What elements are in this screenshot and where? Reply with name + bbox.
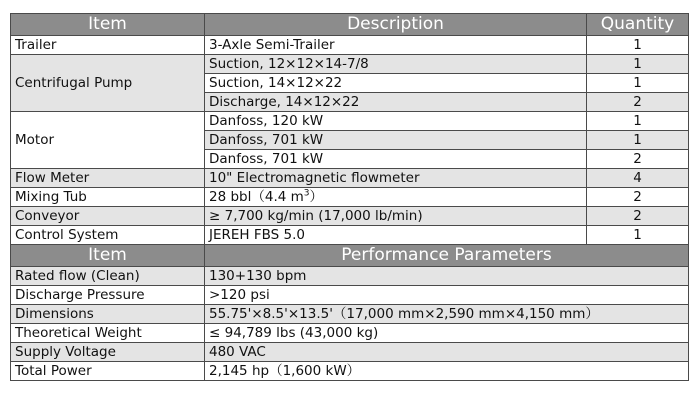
header-item: Item	[11, 245, 205, 267]
header-description: Description	[205, 14, 587, 36]
description-cell: Danfoss, 701 kW	[205, 150, 587, 169]
value-cell: 480 VAC	[205, 343, 689, 362]
value-cell: >120 psi	[205, 286, 689, 305]
description-cell: Danfoss, 120 kW	[205, 112, 587, 131]
table-row	[11, 36, 689, 55]
spec-sheet	[10, 13, 688, 381]
table-row	[11, 55, 689, 74]
equipment-header-row	[11, 14, 689, 36]
header-quantity: Quantity	[587, 14, 689, 36]
description-cell: 10" Electromagnetic flowmeter	[205, 169, 587, 188]
quantity-cell: 2	[587, 150, 689, 169]
quantity-cell: 2	[587, 207, 689, 226]
description-text-after: ）	[309, 189, 324, 205]
description-cell	[205, 188, 587, 207]
quantity-cell: 1	[587, 131, 689, 150]
header-item: Item	[11, 14, 205, 36]
value-cell: 55.75'×8.5'×13.5'（17,000 mm×2,590 mm×4,150 mm）	[205, 305, 689, 324]
item-cell: Mixing Tub	[11, 188, 205, 207]
table-row	[11, 188, 689, 207]
value-cell: 130+130 bpm	[205, 267, 689, 286]
item-cell: Flow Meter	[11, 169, 205, 188]
quantity-cell: 2	[587, 188, 689, 207]
item-cell: Supply Voltage	[11, 343, 205, 362]
description-cell: Suction, 14×12×22	[205, 74, 587, 93]
value-cell: 2,145 hp（1,600 kW）	[205, 362, 689, 381]
item-cell: Trailer	[11, 36, 205, 55]
table-row	[11, 343, 689, 362]
table-row	[11, 267, 689, 286]
performance-header-row	[11, 245, 689, 267]
description-cell: Discharge, 14×12×22	[205, 93, 587, 112]
item-cell: Control System	[11, 226, 205, 245]
header-performance-parameters: Performance Parameters	[205, 245, 689, 267]
quantity-cell: 1	[587, 74, 689, 93]
item-cell: Rated flow (Clean)	[11, 267, 205, 286]
table-row	[11, 207, 689, 226]
table-row	[11, 112, 689, 131]
quantity-cell: 1	[587, 112, 689, 131]
description-cell: Danfoss, 701 kW	[205, 131, 587, 150]
table-row	[11, 324, 689, 343]
item-cell: Motor	[11, 112, 205, 169]
table-row	[11, 226, 689, 245]
spec-table	[10, 13, 689, 381]
quantity-cell: 1	[587, 55, 689, 74]
item-cell: Total Power	[11, 362, 205, 381]
superscript: 3	[303, 188, 310, 199]
description-cell: Suction, 12×12×14-7/8	[205, 55, 587, 74]
item-cell: Discharge Pressure	[11, 286, 205, 305]
quantity-cell: 2	[587, 93, 689, 112]
item-cell: Conveyor	[11, 207, 205, 226]
description-cell: ≥ 7,700 kg/min (17,000 lb/min)	[205, 207, 587, 226]
description-cell: JEREH FBS 5.0	[205, 226, 587, 245]
table-row	[11, 305, 689, 324]
quantity-cell: 4	[587, 169, 689, 188]
item-cell: Centrifugal Pump	[11, 55, 205, 112]
table-row	[11, 362, 689, 381]
description-cell: 3-Axle Semi-Trailer	[205, 36, 587, 55]
quantity-cell: 1	[587, 226, 689, 245]
table-row	[11, 286, 689, 305]
item-cell: Dimensions	[11, 305, 205, 324]
quantity-cell: 1	[587, 36, 689, 55]
item-cell: Theoretical Weight	[11, 324, 205, 343]
description-text: 28 bbl（4.4 m	[209, 189, 304, 205]
value-cell: ≤ 94,789 lbs (43,000 kg)	[205, 324, 689, 343]
table-row	[11, 169, 689, 188]
